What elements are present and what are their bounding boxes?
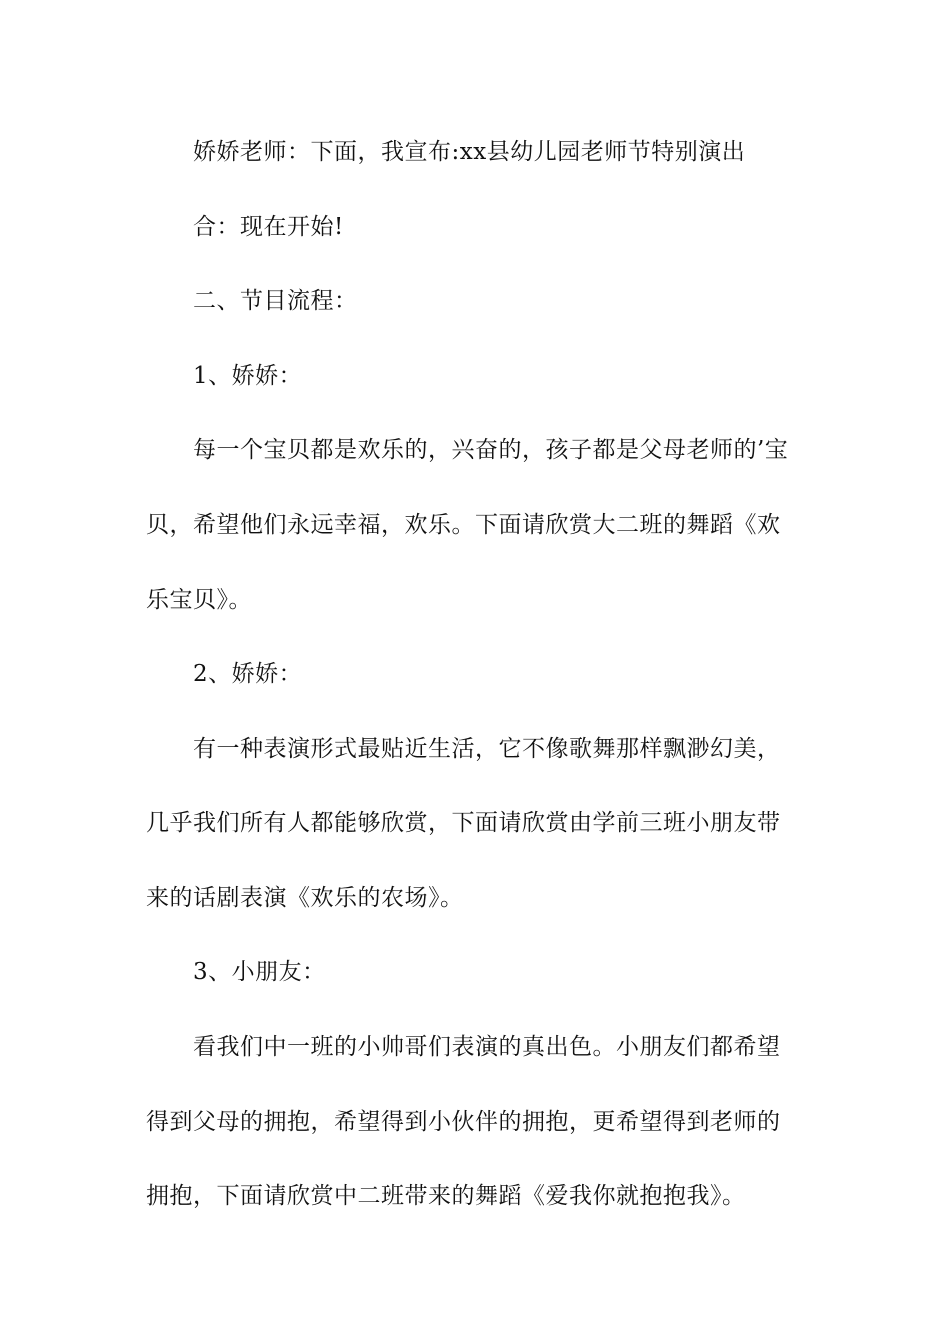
paragraph-line: 每一个宝贝都是欢乐的，兴奋的，孩子都是父母老师的’宝 <box>193 437 789 463</box>
paragraph-line: 看我们中一班的小帅哥们表演的真出色。小朋友们都希望 <box>193 1034 781 1060</box>
paragraph-line: 乐宝贝》。 <box>146 587 252 613</box>
paragraph-line: 得到父母的拥抱，希望得到小伙伴的拥抱，更希望得到老师的 <box>146 1109 781 1135</box>
paragraph-line: 拥抱，下面请欣赏中二班带来的舞蹈《爱我你就抱抱我》。 <box>146 1183 746 1209</box>
paragraph-line: 来的话剧表演《欢乐的农场》。 <box>146 885 464 911</box>
paragraph-line: 合：现在开始! <box>193 214 344 240</box>
item-heading: 2、娇娇： <box>193 661 303 687</box>
paragraph-line: 有一种表演形式最贴近生活，它不像歌舞那样飘渺幻美， <box>193 736 781 762</box>
section-heading: 二、节目流程： <box>193 288 358 314</box>
paragraph-line: 娇娇老师：下面，我宣布:xx县幼儿园老师节特别演出 <box>193 139 746 165</box>
item-heading: 3、小朋友： <box>193 959 326 985</box>
paragraph-line: 贝，希望他们永远幸福，欢乐。下面请欣赏大二班的舞蹈《欢 <box>146 512 781 538</box>
paragraph-line: 几乎我们所有人都能够欣赏，下面请欣赏由学前三班小朋友带 <box>146 810 781 836</box>
item-heading: 1、娇娇： <box>193 363 303 389</box>
